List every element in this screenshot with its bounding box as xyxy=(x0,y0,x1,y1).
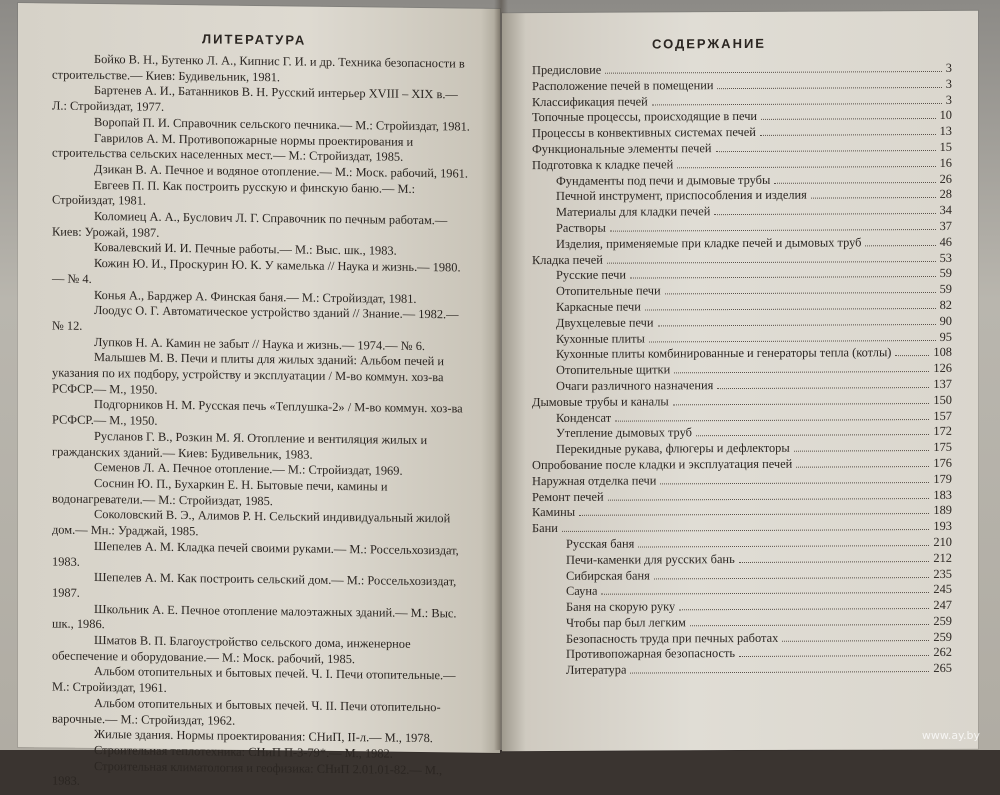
bibliography-entry: Малышев М. В. Печи и плиты для жилых зданий: Альбом печей и указания по их подбору, устройству и эксплуатации / М-во коммун. хоз-ва РСФСР.— М., 1950. xyxy=(52,350,444,397)
toc-leader-dots xyxy=(610,220,936,232)
toc-leader-dots xyxy=(696,425,929,436)
toc-entry xyxy=(532,661,952,679)
toc-entry-title: Топочные процессы, происходящие в печи xyxy=(532,109,758,125)
toc-leader-dots xyxy=(615,410,929,422)
toc-leader-dots xyxy=(761,109,936,120)
toc-entry-title: Предисловие xyxy=(532,62,602,78)
toc-leader-dots xyxy=(760,125,936,136)
toc-entry-title: Процессы в конвективных системах печей xyxy=(532,125,756,141)
bibliography-entry: Жилые здания. Нормы проектирования: СНиП, II-л.— М., 1978. xyxy=(94,727,433,746)
toc-entry-page: 10 xyxy=(939,108,952,123)
toc-entry-title: Растворы xyxy=(556,220,606,235)
toc-entry-title: Чтобы пар был легким xyxy=(566,615,686,630)
toc-entry-page: 82 xyxy=(939,297,952,312)
toc-leader-dots xyxy=(645,299,936,311)
bibliography-entry: Гаврилов А. М. Противопожарные нормы проектирования и строительства сельских населенных мест.— М.: Стройиздат, 1985. xyxy=(52,130,414,164)
toc-leader-dots xyxy=(658,315,936,326)
toc-entry-title: Материалы для кладки печей xyxy=(556,204,711,220)
toc-leader-dots xyxy=(717,78,941,89)
toc-entry-title: Двухцелевые печи xyxy=(556,315,654,330)
toc-entry-page: 150 xyxy=(933,392,952,407)
bibliography-entry: Ковалевский И. И. Печные работы.— М.: Выс. шк., 1983. xyxy=(94,240,397,259)
toc-entry-title: Литература xyxy=(566,662,627,678)
toc-entry-page: 189 xyxy=(933,503,952,518)
toc-leader-dots xyxy=(652,94,942,106)
toc-entry-page: 183 xyxy=(933,487,952,502)
toc-entry-title: Русские печи xyxy=(556,267,627,283)
bibliography-entry: Лупков Н. А. Камин не забыт // Наука и жизнь.— 1974.— № 6. xyxy=(94,334,425,353)
toc-leader-dots xyxy=(716,141,936,152)
toc-leader-dots xyxy=(865,236,935,246)
bibliography-entry: Шепелев А. М. Кладка печей своими руками.— М.: Россельхозиздат, 1983. xyxy=(52,538,459,569)
toc-entry-page: 137 xyxy=(933,376,952,391)
toc-entry-page: 235 xyxy=(933,566,952,581)
toc-entry-title: Русская баня xyxy=(566,536,635,551)
toc-leader-dots xyxy=(673,394,930,405)
toc-leader-dots xyxy=(665,283,936,294)
toc-entry-title: Опробование после кладки и эксплуатация печей xyxy=(532,456,793,473)
toc-leader-dots xyxy=(601,583,929,595)
toc-leader-dots xyxy=(630,662,929,674)
toc-entry-page: 59 xyxy=(939,266,952,281)
bibliography-entry: Альбом отопительных и бытовых печей. Ч. I. Печи отопительные.— М.: Стройиздат, 1961. xyxy=(52,664,456,695)
toc-entry-title: Кухонные плиты xyxy=(556,331,645,346)
bibliography-entry: Семенов Л. А. Печное отопление.— М.: Стройиздат, 1969. xyxy=(94,460,403,479)
toc-leader-dots xyxy=(794,441,930,452)
toc-entry-title: Ремонт печей xyxy=(532,489,604,504)
contents-heading: СОДЕРЖАНИЕ xyxy=(652,35,766,52)
toc-leader-dots xyxy=(654,568,930,579)
bibliography-entry: Строительная климатология и геофизика: СНиП 2.01.01-82.— М., 1983. xyxy=(52,758,443,789)
toc-entry-page: 245 xyxy=(933,582,952,597)
toc-leader-dots xyxy=(579,504,929,516)
toc-leader-dots xyxy=(690,615,930,626)
toc-entry-title: Функциональные элементы печей xyxy=(532,141,712,157)
toc-entry-page: 262 xyxy=(933,645,952,660)
toc-entry-page: 259 xyxy=(933,629,952,644)
toc-entry-title: Безопасность труда при печных работах xyxy=(566,630,779,646)
toc-leader-dots xyxy=(811,188,936,199)
toc-entry-page: 53 xyxy=(939,250,952,265)
toc-entry-title: Каркасные печи xyxy=(556,299,641,314)
right-page xyxy=(502,11,978,751)
toc-leader-dots xyxy=(717,378,929,389)
toc-leader-dots xyxy=(660,473,929,484)
contents-list xyxy=(532,61,952,679)
toc-leader-dots xyxy=(562,520,930,532)
toc-entry-title: Наружная отделка печи xyxy=(532,473,657,488)
toc-entry-title: Расположение печей в помещении xyxy=(532,77,714,93)
toc-entry-page: 3 xyxy=(945,76,952,91)
toc-entry-title: Баня на скорую руку xyxy=(566,599,676,615)
toc-entry-title: Сибирская баня xyxy=(566,567,650,583)
toc-entry-page: 176 xyxy=(933,455,952,470)
toc-entry-title: Кухонные плиты комбинированные и генераторы тепла (котлы) xyxy=(556,345,892,362)
toc-entry-page: 172 xyxy=(933,424,952,439)
toc-entry xyxy=(532,345,952,363)
bibliography-entry: Русланов Г. В., Розкин М. Я. Отопление и вентиляция жилых и гражданских зданий.— Киев: Будивельник, 1983. xyxy=(52,428,428,462)
toc-entry-title: Очаги различного назначения xyxy=(556,378,714,393)
toc-entry-page: 3 xyxy=(945,60,952,75)
toc-leader-dots xyxy=(649,331,936,343)
toc-entry-title: Печи-каменки для русских бань xyxy=(566,551,735,567)
toc-entry-page: 175 xyxy=(933,440,952,455)
toc-leader-dots xyxy=(679,599,929,610)
toc-entry-page: 16 xyxy=(939,155,952,170)
toc-entry-page: 193 xyxy=(933,518,952,534)
bibliography-entry: Школьник А. Е. Печное отопление малоэтажных зданий.— М.: Выс. шк., 1986. xyxy=(52,601,457,632)
toc-entry-page: 95 xyxy=(939,329,952,344)
toc-entry-title: Сауна xyxy=(566,584,598,599)
toc-entry-page: 28 xyxy=(939,187,952,202)
toc-entry-page: 212 xyxy=(933,550,952,565)
toc-entry-page: 259 xyxy=(933,613,952,628)
toc-entry-page: 3 xyxy=(945,92,952,107)
bibliography-heading: ЛИТЕРАТУРА xyxy=(202,31,307,48)
toc-entry-title: Фундаменты под печи и дымовые трубы xyxy=(556,172,771,188)
toc-entry-title: Печной инструмент, приспособления и изделия xyxy=(556,188,807,204)
toc-leader-dots xyxy=(714,204,935,215)
toc-entry-title: Камины xyxy=(532,505,576,520)
toc-entry-page: 34 xyxy=(939,203,952,218)
watermark: www.ay.by xyxy=(921,729,980,742)
toc-entry-title: Кладка печей xyxy=(532,252,603,267)
toc-leader-dots xyxy=(608,489,930,501)
toc-leader-dots xyxy=(605,62,942,74)
toc-entry-page: 15 xyxy=(939,139,952,154)
toc-entry-title: Подготовка к кладке печей xyxy=(532,157,674,172)
toc-entry-title: Отопительные щитки xyxy=(556,362,671,378)
toc-entry-page: 210 xyxy=(933,534,952,549)
toc-entry-title: Конденсат xyxy=(556,410,612,425)
bibliography-entry: Дзикан В. А. Печное и водяное отопление.— М.: Моск. рабочий, 1961. xyxy=(94,161,468,181)
toc-entry-page: 90 xyxy=(939,313,952,328)
toc-entry-page: 37 xyxy=(939,218,952,233)
bibliography-entry: Воропай П. И. Справочник сельского печника.— М.: Стройиздат, 1981. xyxy=(94,114,470,134)
toc-entry-page: 59 xyxy=(939,282,952,297)
toc-entry-title: Отопительные печи xyxy=(556,283,661,299)
toc-entry-title: Изделия, применяемые при кладке печей и дымовых труб xyxy=(556,235,862,251)
toc-leader-dots xyxy=(739,552,930,563)
left-page xyxy=(18,3,500,789)
toc-entry-page: 247 xyxy=(933,597,952,613)
bibliography-entry: Лоодус О. Г. Автоматическое устройство зданий // Знание.— 1982.— № 12. xyxy=(52,303,459,333)
toc-entry-page: 126 xyxy=(933,361,952,376)
toc-entry-title: Классификация печей xyxy=(532,94,648,109)
toc-entry-title: Утепление дымовых труб xyxy=(556,425,692,441)
toc-leader-dots xyxy=(774,173,935,184)
bibliography-entry: Конья А., Барджер А. Финская баня.— М.: Стройиздат, 1981. xyxy=(94,287,417,306)
toc-leader-dots xyxy=(782,631,929,642)
bibliography-entry: Кожин Ю. И., Проскурин Ю. К. У камелька // Наука и жизнь.— 1980.— № 4. xyxy=(52,256,461,286)
toc-leader-dots xyxy=(677,157,935,168)
toc-entry-title: Перекидные рукава, флюгеры и дефлекторы xyxy=(556,440,790,457)
bibliography-entry: Соколовский В. Э., Алимов Р. Н. Сельский индивидуальный жилой дом.— Мн.: Ураджай, 1985. xyxy=(52,507,451,539)
toc-entry-page: 13 xyxy=(939,124,952,139)
toc-leader-dots xyxy=(630,267,936,279)
toc-entry-page: 179 xyxy=(933,471,952,486)
toc-leader-dots xyxy=(739,646,929,657)
toc-entry-title: Дымовые трубы и каналы xyxy=(532,394,669,409)
toc-entry-page: 108 xyxy=(933,345,952,360)
bibliography-entry: Бартенев А. И., Батанников В. Н. Русский интерьер XVIII – XIX в.— Л.: Стройиздат, 1977. xyxy=(52,83,458,114)
bibliography-entry: Бойко В. Н., Бутенко Л. А., Кипнис Г. И. и др. Техника безопасности в строительстве.— Киев: Будивельник, 1981. xyxy=(52,51,465,84)
bibliography-entry: Соснин Ю. П., Бухаркин Е. Н. Бытовые печи, камины и водонагреватели.— М.: Стройиздат, 1985. xyxy=(52,475,388,508)
bibliography-entry: Шматов В. П. Благоустройство сельского дома, инженерное обеспечение и оборудование.— М.: Моск. рабочий, 1985. xyxy=(52,632,411,666)
toc-entry-title: Противопожарная безопасность xyxy=(566,646,736,662)
toc-entry-page: 265 xyxy=(933,661,952,676)
toc-leader-dots xyxy=(607,252,936,264)
toc-leader-dots xyxy=(895,346,929,356)
bibliography-entry: Строительная теплотехника: СНиП П-3-79*.— М., 1982. xyxy=(94,742,393,761)
toc-leader-dots xyxy=(796,457,929,468)
toc-leader-dots xyxy=(674,362,929,373)
bibliography-entry: Коломиец А. А., Буслович Л. Г. Справочник по печным работам.— Киев: Урожай, 1987. xyxy=(52,209,448,240)
bibliography-entry: Евгеев П. П. Как построить русскую и финскую баню.— М.: Стройиздат, 1981. xyxy=(52,177,416,208)
toc-leader-dots xyxy=(638,536,929,548)
bibliography-list xyxy=(52,51,472,794)
bibliography-entry: Подгорников Н. М. Русская печь «Теплушка-2» / М-во коммун. хоз-ва РСФСР.— М., 1950. xyxy=(52,397,463,428)
toc-entry-title: Бани xyxy=(532,521,558,536)
bibliography-entry: Шепелев А. М. Как построить сельский дом.— М.: Россельхозиздат, 1987. xyxy=(52,570,457,600)
toc-entry-page: 157 xyxy=(933,408,952,423)
bibliography-entry: Альбом отопительных и бытовых печей. Ч. II. Печи отопительно-варочные.— М.: Стройиздат, 1962. xyxy=(52,695,441,728)
toc-entry-page: 26 xyxy=(939,171,952,186)
toc-entry-page: 46 xyxy=(939,234,952,249)
